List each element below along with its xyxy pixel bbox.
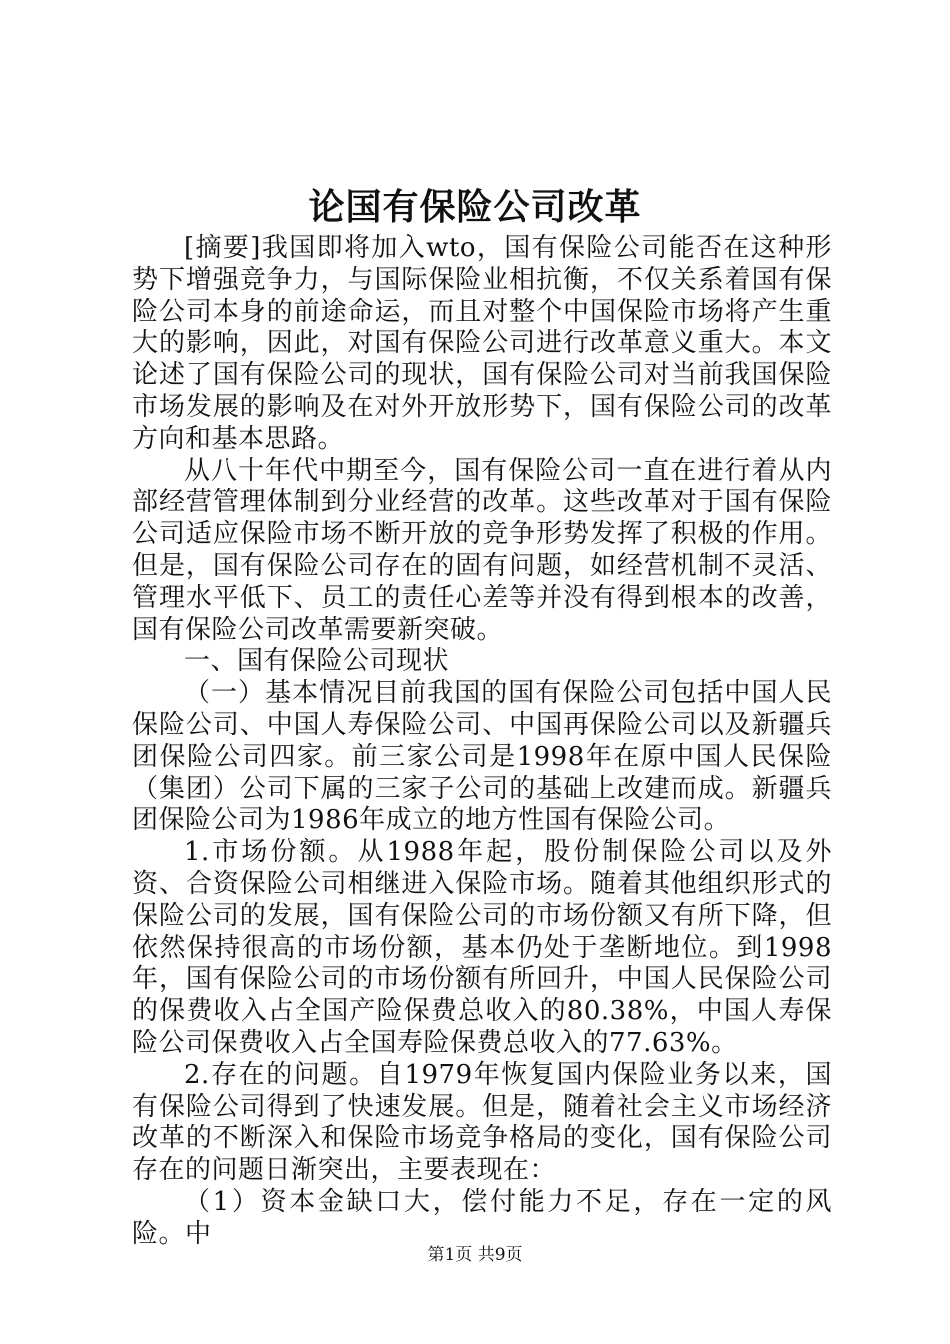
body-paragraph: 2.存在的问题。自1979年恢复国内保险业务以来，国有保险公司得到了快速发展。但是，随着社会主义市场经济改革的不断深入和保险市场竞争格局的变化，国有保险公司存在的问题日渐突出，主要表现在： — [132, 1059, 832, 1186]
abstract-paragraph: [摘要]我国即将加入wto，国有保险公司能否在这种形势下增强竞争力，与国际保险业相抗衡，不仅关系着国有保险公司本身的前途命运，而且对整个中国保险市场将产生重大的影响，因此，对国有保险公司进行改革意义重大。本文论述了国有保险公司的现状，国有保险公司对当前我国保险市场发展的影响及在对外开放形势下，国有保险公司的改革方向和基本思路。 — [132, 233, 832, 454]
document-body — [132, 233, 832, 1251]
body-paragraph: 从八十年代中期至今，国有保险公司一直在进行着从内部经营管理体制到分业经营的改革。这些改革对于国有保险公司适应保险市场不断开放的竞争形势发挥了积极的作用。但是，国有保险公司存在的固有问题，如经营机制不灵活、管理水平低下、员工的责任心差等并没有得到根本的改善，国有保险公司改革需要新突破。 — [132, 455, 832, 645]
body-paragraph: （1）资本金缺口大，偿付能力不足，存在一定的风险。中 — [132, 1186, 832, 1249]
page-title: 论国有保险公司改革 — [308, 186, 642, 228]
section-heading: 一、国有保险公司现状 — [184, 646, 450, 677]
page-number: 第1页 共9页 — [427, 1245, 523, 1265]
body-paragraph: （一）基本情况目前我国的国有保险公司包括中国人民保险公司、中国人寿保险公司、中国再保险公司以及新疆兵团保险公司四家。前三家公司是1998年在原中国人民保险（集团）公司下属的三家子公司的基础上改建而成。新疆兵团保险公司为1986年成立的地方性国有保险公司。 — [132, 678, 832, 836]
body-paragraph: 1.市场份额。从1988年起，股份制保险公司以及外资、合资保险公司相继进入保险市场。随着其他组织形式的保险公司的发展，国有保险公司的市场份额又有所下降，但依然保持很高的市场份额，基本仍处于垄断地位。到1998年，国有保险公司的市场份额有所回升，中国人民保险公司的保费收入占全国产险保费总收入的80.38%，中国人寿保险公司保费收入占全国寿险保费总收入的77.63%。 — [132, 837, 832, 1058]
